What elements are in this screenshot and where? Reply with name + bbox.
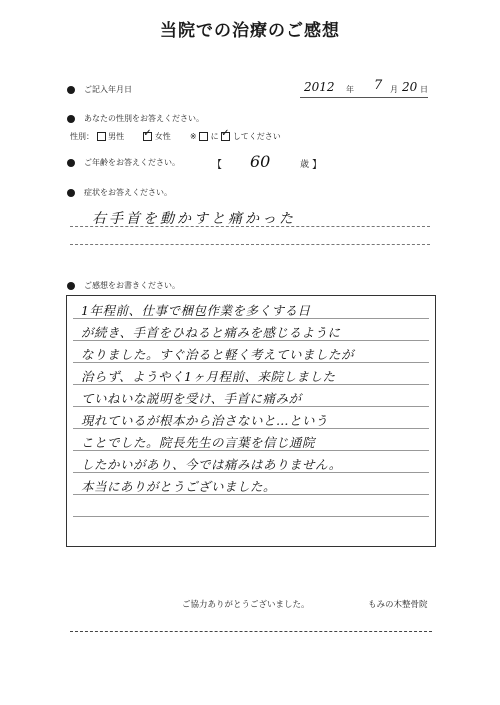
impression-line: 1年程前、仕事で梱包作業を多くする日 [81, 303, 311, 318]
gender-question: あなたの性別をお答えください。 [84, 114, 204, 123]
date-month-unit: 月 [390, 85, 398, 94]
page-title: 当院での治療のご感想 [160, 21, 340, 41]
impression-bullet-icon [67, 282, 75, 290]
age-value: 60 [250, 152, 271, 171]
age-question: ご年齢をお答えください。 [84, 158, 180, 167]
gender-note-suffix: してください [232, 132, 281, 141]
age-bullet-icon [67, 159, 75, 167]
date-underline [300, 97, 428, 98]
footer-thanks: ご協力ありがとうございました。 [182, 600, 310, 610]
note-checked-box-icon [221, 132, 230, 141]
age-open-bracket: 【 [212, 160, 222, 171]
impression-question: ご感想をお書きください。 [84, 281, 180, 290]
female-label: 女性 [154, 132, 171, 141]
symptom-line-2 [70, 244, 430, 245]
age-unit: 歳 [300, 160, 310, 170]
impression-line: したかいがあり、今では痛みはありません。 [81, 457, 342, 472]
gender-note-prefix: ※ [189, 132, 197, 141]
date-year-unit: 年 [346, 85, 354, 94]
date-bullet-icon [67, 86, 75, 94]
gender-note-mid: に [210, 132, 219, 141]
date-day: 20 [402, 80, 418, 94]
date-label: ご記入年月日 [84, 85, 132, 94]
impression-line: 現れているが根本から治さないと…という [81, 413, 329, 428]
impression-line: なりました。すぐ治ると軽く考えていましたが [81, 347, 355, 362]
impression-line: 治らず、ようやく1ヶ月程前、来院しました [81, 369, 336, 384]
age-close-bracket: 】 [312, 160, 322, 171]
note-empty-box-icon [199, 132, 208, 141]
date-month: 7 [374, 78, 383, 93]
impression-line: が続き、手首をひねると痛みを感じるように [81, 325, 341, 340]
impression-line: ていねいな説明を受け、手首に痛みが [81, 391, 302, 406]
symptom-bullet-icon [67, 189, 75, 197]
date-day-unit: 日 [420, 85, 428, 94]
symptom-line-1 [70, 226, 430, 227]
symptom-answer: 右手首を動かすと痛かった [92, 211, 296, 227]
impression-box [66, 295, 436, 547]
male-checkbox[interactable] [97, 132, 106, 141]
footer-clinic: もみの木整骨院 [368, 600, 428, 610]
impression-rule [73, 516, 429, 517]
footer-cut-line [70, 631, 432, 632]
symptom-question: 症状をお答えください。 [84, 188, 172, 197]
gender-bullet-icon [67, 115, 75, 123]
female-checkbox[interactable] [143, 132, 152, 141]
impression-line: ことでした。院長先生の言葉を信じ通院 [81, 435, 316, 450]
impression-line: 本当にありがとうございました。 [81, 479, 277, 494]
gender-label: 性別： [70, 132, 94, 141]
gender-row [70, 131, 281, 142]
male-label: 男性 [108, 132, 125, 141]
date-year: 2012 [304, 80, 335, 94]
